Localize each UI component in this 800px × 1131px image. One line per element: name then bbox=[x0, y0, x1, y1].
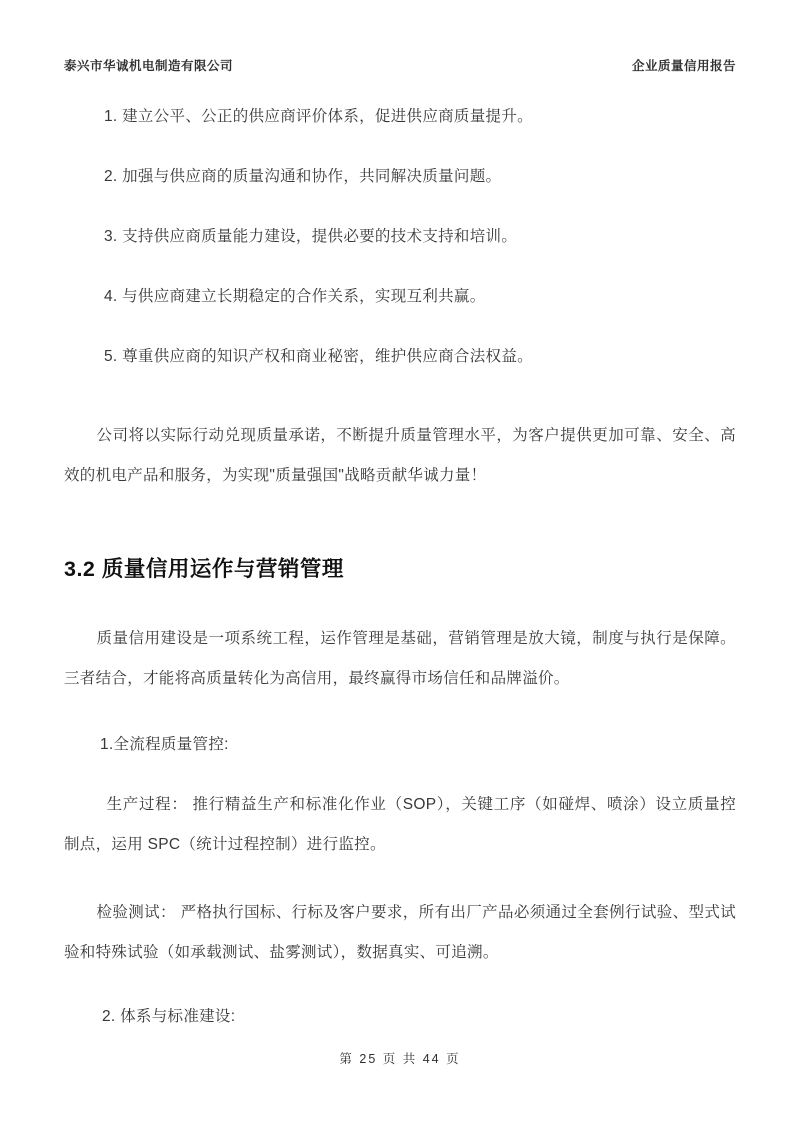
inspection-testing-paragraph: 检验测试： 严格执行国标、行标及客户要求，所有出厂产品必须通过全套例行试验、型式试验和特殊试验（如承载测试、盐雾测试），数据真实、可追溯。 bbox=[64, 904, 736, 961]
list-item: 3. 支持供应商质量能力建设，提供必要的技术支持和培训。 bbox=[104, 228, 518, 245]
closing-paragraph: 公司将以实际行动兑现质量承诺，不断提升质量管理水平，为客户提供更加可靠、安全、高效的机电产品和服务，为实现"质量强国"战略贡献华诚力量！ bbox=[64, 427, 736, 484]
section-intro-paragraph: 质量信用建设是一项系统工程，运作管理是基础，营销管理是放大镜，制度与执行是保障。三者结合，才能将高质量转化为高信用，最终赢得市场信任和品牌溢价。 bbox=[64, 630, 736, 687]
list-item: 5. 尊重供应商的知识产权和商业秘密，维护供应商合法权益。 bbox=[104, 348, 533, 365]
list-item: 2. 加强与供应商的质量沟通和协作，共同解决质量问题。 bbox=[104, 168, 502, 185]
subsection-title-quality-control: 1.全流程质量管控: bbox=[100, 736, 229, 753]
section-heading-3-2: 3.2 质量信用运作与营销管理 bbox=[64, 557, 344, 581]
page-number-indicator: 第 25 页 共 44 页 bbox=[339, 1052, 461, 1066]
production-process-paragraph: 生产过程： 推行精益生产和标准化作业（SOP），关键工序（如碰焊、喷涂）设立质量控制点，运用 SPC（统计过程控制）进行监控。 bbox=[64, 796, 736, 853]
page-body bbox=[0, 108, 800, 1037]
subsection-title-system-standards: 2. 体系与标准建设: bbox=[102, 1008, 236, 1025]
header-report-title: 企业质量信用报告 bbox=[631, 59, 736, 73]
header-company-name: 泰兴市华诚机电制造有限公司 bbox=[64, 59, 234, 73]
page-header bbox=[0, 0, 800, 74]
list-item: 1. 建立公平、公正的供应商评价体系，促进供应商质量提升。 bbox=[104, 108, 533, 125]
supplier-commitment-list bbox=[64, 108, 736, 366]
list-item: 4. 与供应商建立长期稳定的合作关系，实现互利共赢。 bbox=[104, 288, 486, 305]
